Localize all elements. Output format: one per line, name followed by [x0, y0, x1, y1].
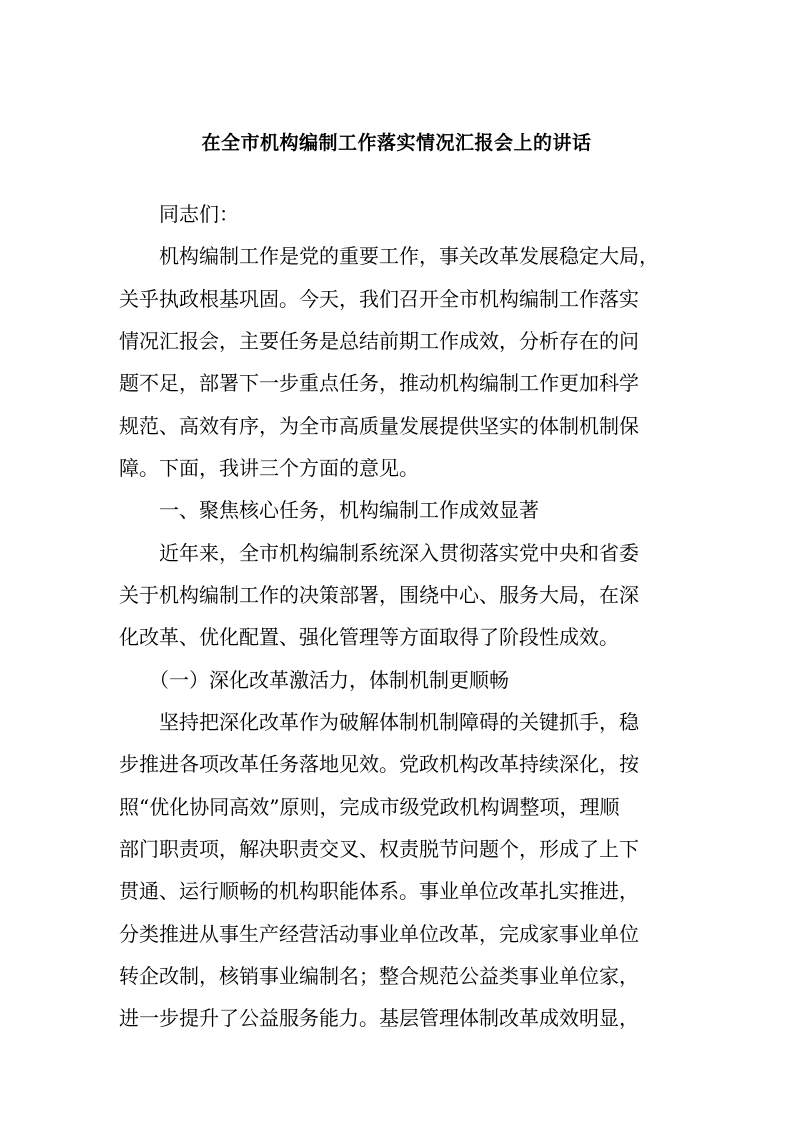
body-line: 转企改制，核销事业编制名；整合规范公益类事业单位家， [119, 964, 639, 988]
body-line: 机构编制工作是党的重要工作，事关改革发展稳定大局， [119, 244, 659, 268]
body-line: 部门职责项，解决职责交叉、权责脱节问题个，形成了上下 [119, 837, 639, 861]
body-line: 关乎执政根基巩固。今天，我们召开全市机构编制工作落实 [119, 287, 639, 311]
body-line: 情况汇报会，主要任务是总结前期工作成效，分析存在的问 [119, 329, 639, 353]
subsection-heading: （一）深化改革激活力，体制机制更顺畅 [119, 668, 509, 692]
section-heading: 一、聚焦核心任务，机构编制工作成效显著 [119, 498, 539, 522]
body-line: 进一步提升了公益服务能力。基层管理体制改革成效明显， [119, 1006, 639, 1030]
body-line: 题不足，部署下一步重点任务，推动机构编制工作更加科学 [119, 371, 639, 395]
body-line: 步推进各项改革任务落地见效。党政机构改革持续深化，按 [119, 752, 639, 776]
body-line: 化改革、优化配置、强化管理等方面取得了阶段性成效。 [119, 625, 619, 649]
body-line: 障。下面，我讲三个方面的意见。 [119, 456, 419, 480]
body-line: 照“优化协同高效”原则，完成市级党政机构调整项，理顺 [119, 795, 620, 819]
salutation: 同志们： [119, 202, 239, 226]
body-line: 关于机构编制工作的决策部署，围绕中心、服务大局，在深 [119, 583, 639, 607]
body-line: 坚持把深化改革作为破解体制机制障碍的关键抓手，稳 [119, 710, 639, 734]
body-line: 贯通、运行顺畅的机构职能体系。事业单位改革扎实推进， [119, 879, 639, 903]
body-line: 规范、高效有序，为全市高质量发展提供坚实的体制机制保 [119, 414, 639, 438]
body-line: 分类推进从事生产经营活动事业单位改革，完成家事业单位 [119, 922, 639, 946]
document-title: 在全市机构编制工作落实情况汇报会上的讲话 [201, 132, 592, 154]
body-line: 近年来，全市机构编制系统深入贯彻落实党中央和省委 [119, 541, 639, 565]
